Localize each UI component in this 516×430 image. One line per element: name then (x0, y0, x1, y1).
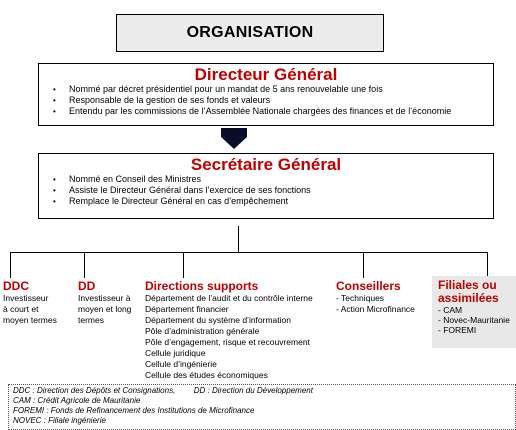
legend-line: FOREMI : Fonds de Refinancement des Institutions de Microfinance (13, 406, 255, 415)
column-ddc (3, 280, 69, 326)
connector-branch-directions (183, 252, 184, 278)
column-text: - Techniques (336, 293, 385, 303)
connector-branch-filiales (487, 252, 488, 276)
directeur-general-title: Directeur Général (194, 65, 338, 84)
column-text: Investisseur (3, 293, 49, 303)
legend-dd: DD : Direction du Développement (193, 386, 313, 395)
column-conseillers (336, 280, 432, 315)
column-text: à court et (3, 304, 39, 314)
secretaire-general-box (38, 153, 494, 219)
list-item: • Nommé par décret présidentiel pour un mandat de 5 ans renouvelable une fois (39, 84, 493, 95)
column-directions-title: Directions supports (145, 279, 259, 293)
column-directions-supports (145, 280, 335, 381)
list-item: • Remplace le Directeur Général en cas d’empêchement (39, 196, 493, 207)
list-item: • Responsable de la gestion de ses fonds et valeurs (39, 95, 493, 106)
secretaire-general-title: Secrétaire Général (190, 155, 342, 174)
legend-box (8, 384, 516, 430)
column-text: Département de l’audit et du contrôle interne (145, 293, 313, 303)
column-filiales-title-line2: assimilées (438, 291, 499, 305)
legend-line (13, 386, 515, 396)
column-text: termes (78, 315, 104, 325)
column-text: - Novec-Mauritanie (438, 315, 510, 325)
column-text: Département financier (145, 304, 229, 314)
legend-line: CAM : Crédit Agricole de Mauritanie (13, 396, 141, 405)
column-text: - CAM (438, 305, 463, 315)
connector-vertical-main (238, 226, 239, 252)
column-filiales-title-line1: Filiales ou (438, 278, 497, 292)
directeur-general-box (38, 63, 494, 126)
column-text: - FOREMI (438, 325, 477, 335)
list-item: • Assiste le Directeur Général dans l’exercice de ses fonctions (39, 185, 493, 196)
column-dd-title: DD (78, 279, 96, 293)
page-title: ORGANISATION (116, 14, 384, 52)
column-text: - Action Microfinance (336, 304, 415, 314)
column-conseillers-title: Conseillers (336, 279, 401, 293)
column-text: Cellule juridique (145, 348, 206, 358)
down-arrow-icon (221, 128, 247, 149)
list-item: • Entendu par les commissions de l’Assemblée Nationale chargées des finances et de l’économie (39, 106, 493, 117)
column-text: moyen termes (3, 315, 57, 325)
column-dd (78, 280, 144, 326)
connector-branch-conseillers (363, 252, 364, 278)
column-text: Cellule des études économiques (145, 370, 268, 380)
directeur-general-list (39, 84, 493, 117)
column-text: Investisseur à (78, 293, 131, 303)
column-filiales (432, 276, 516, 348)
legend-line: NOVEC : Filiale ingénierie (13, 416, 106, 425)
connector-branch-ddc (10, 252, 11, 278)
column-text: Pôle d’engagement, risque et recouvrement (145, 337, 310, 347)
column-text: Cellule d’ingénierie (145, 359, 217, 369)
connector-branch-dd (84, 252, 85, 278)
column-ddc-title: DDC (3, 279, 29, 293)
column-text: Département du système d’information (145, 315, 291, 325)
connector-horizontal (10, 252, 488, 253)
legend-ddc: DDC : Direction des Dépôts et Consignations, (13, 386, 176, 395)
column-text: moyen et long (78, 304, 132, 314)
secretaire-general-list (39, 174, 493, 207)
list-item: • Nommé en Conseil des Ministres (39, 174, 493, 185)
column-text: Pôle d’administration générale (145, 326, 260, 336)
